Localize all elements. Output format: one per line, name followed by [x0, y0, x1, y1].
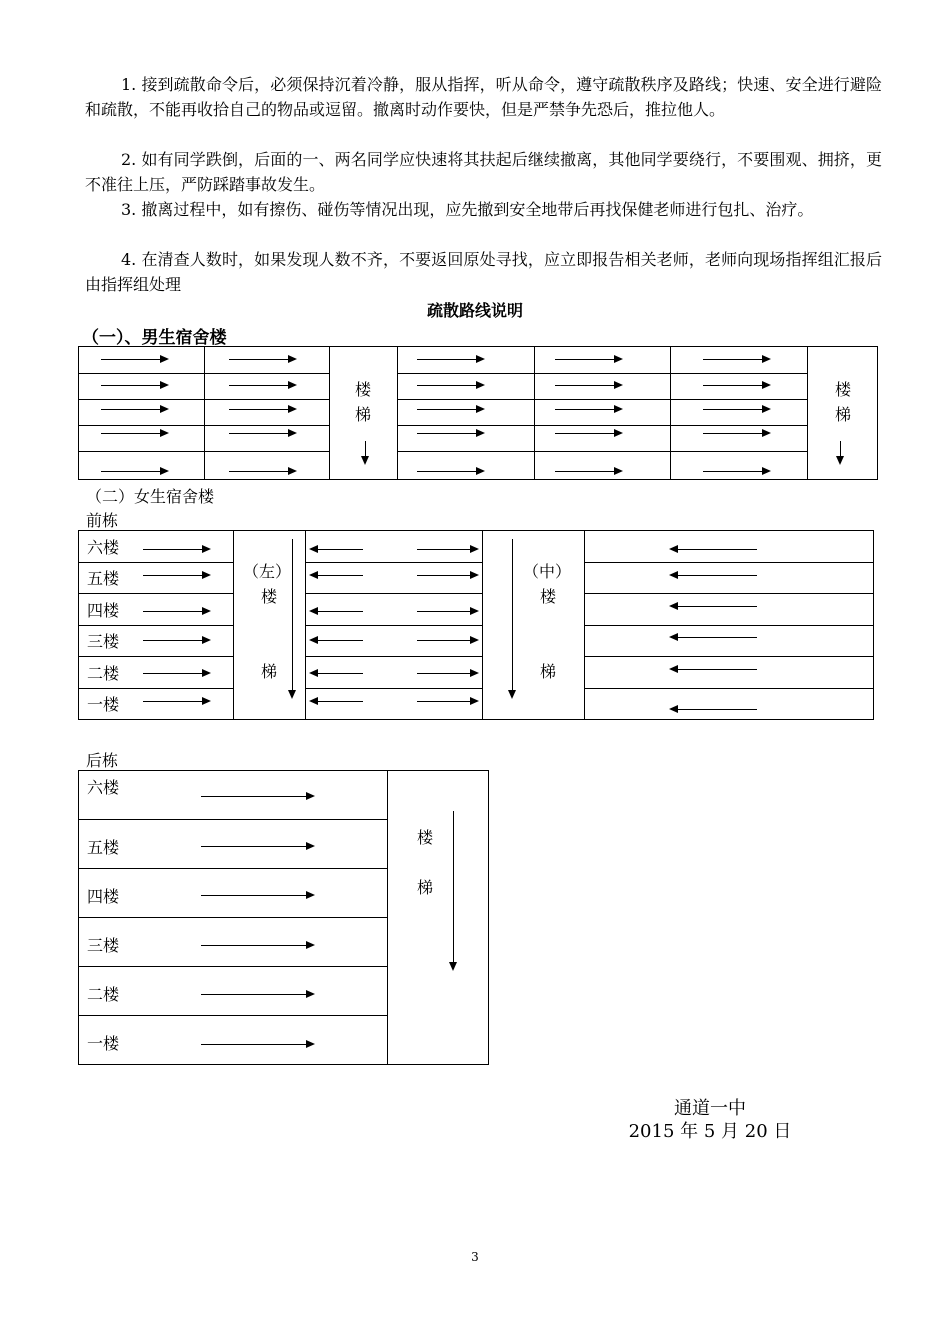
instruction-paragraph-1: 1. 接到疏散命令后，必须保持沉着冷静，服从指挥，听从命令，遵守疏散秩序及路线；快速、安全进行避险和疏散，不能再收拾自己的物品或逗留。撤离时动作要快，但是严禁争先恐后，推拉他人。	[85, 75, 882, 119]
exit-arrow-right	[703, 385, 769, 386]
exit-arrow-right	[229, 385, 295, 386]
exit-arrow-left	[671, 709, 757, 710]
exit-arrow-right	[417, 701, 477, 702]
exit-arrow-right	[201, 994, 313, 995]
exit-arrow-right	[555, 433, 621, 434]
exit-arrow-right	[201, 895, 313, 896]
stair-label: 楼	[540, 587, 557, 606]
stair-label: 梯	[835, 405, 852, 424]
girls-front-diagram	[78, 530, 874, 720]
stair-label: 楼	[835, 380, 852, 399]
stair-label: 楼	[355, 380, 372, 399]
exit-arrow-right	[143, 640, 209, 641]
exit-arrow-right	[703, 471, 769, 472]
exit-arrow-right	[555, 471, 621, 472]
floor-label: 二楼	[87, 985, 120, 1004]
exit-arrow-left	[311, 575, 363, 576]
exit-arrow-right	[143, 673, 209, 674]
down-arrow-icon	[840, 441, 841, 463]
floor-label: 三楼	[87, 632, 120, 651]
stair-label: 梯	[355, 405, 372, 424]
exit-arrow-left	[311, 640, 363, 641]
section-heading-girls: （二）女生宿舍楼	[86, 487, 215, 506]
exit-arrow-left	[311, 673, 363, 674]
instruction-paragraph-3: 3. 撤离过程中，如有擦伤、碰伤等情况出现，应先撤到安全地带后再找保健老师进行包扎、治疗。	[121, 200, 814, 219]
exit-arrow-right	[555, 385, 621, 386]
exit-arrow-right	[417, 385, 483, 386]
exit-arrow-right	[101, 471, 167, 472]
exit-arrow-right	[555, 359, 621, 360]
exit-arrow-right	[417, 433, 483, 434]
front-building-label: 前栋	[86, 511, 119, 530]
page-title: 疏散路线说明	[426, 301, 523, 320]
exit-arrow-right	[101, 359, 167, 360]
stair-label: 楼	[417, 828, 434, 847]
instruction-paragraph-4: 4. 在清查人数时，如果发现人数不齐，不要返回原处寻找，应立即报告相关老师，老师向现场指挥组汇报后由指挥组处理	[85, 250, 882, 294]
boys-dorm-diagram	[78, 346, 878, 480]
girls-back-diagram	[78, 770, 489, 1065]
middle-stair-label: （中）	[523, 562, 572, 581]
exit-arrow-right	[201, 1044, 313, 1045]
exit-arrow-right	[101, 385, 167, 386]
page-number: 3	[471, 1250, 479, 1264]
down-arrow-icon	[453, 811, 454, 969]
stair-label: 梯	[540, 662, 557, 681]
exit-arrow-right	[417, 640, 477, 641]
floor-label: 一楼	[87, 1034, 120, 1053]
floor-label: 四楼	[87, 887, 120, 906]
exit-arrow-left	[311, 611, 363, 612]
floor-label: 六楼	[87, 538, 120, 557]
exit-arrow-right	[201, 945, 313, 946]
back-building-label: 后栋	[86, 751, 119, 770]
exit-arrow-left	[671, 637, 757, 638]
down-arrow-icon	[365, 441, 366, 463]
floor-label: 四楼	[87, 601, 120, 620]
exit-arrow-right	[417, 673, 477, 674]
exit-arrow-left	[311, 549, 363, 550]
exit-arrow-right	[229, 409, 295, 410]
floor-label: 三楼	[87, 936, 120, 955]
exit-arrow-right	[143, 611, 209, 612]
floor-label: 五楼	[87, 569, 120, 588]
exit-arrow-right	[417, 549, 477, 550]
exit-arrow-right	[201, 846, 313, 847]
exit-arrow-right	[417, 611, 477, 612]
exit-arrow-left	[671, 606, 757, 607]
floor-label: 六楼	[87, 778, 120, 797]
section-heading-boys: （一）、男生宿舍楼	[82, 328, 227, 348]
exit-arrow-right	[703, 359, 769, 360]
exit-arrow-right	[101, 409, 167, 410]
exit-arrow-right	[417, 575, 477, 576]
instruction-paragraph-2: 2. 如有同学跌倒，后面的一、两名同学应快速将其扶起后继续撤离，其他同学要绕行，不要围观、拥挤，更不准往上压，严防踩踏事故发生。	[85, 150, 882, 194]
exit-arrow-left	[671, 669, 757, 670]
exit-arrow-right	[703, 433, 769, 434]
down-arrow-icon	[292, 539, 293, 697]
exit-arrow-left	[671, 575, 757, 576]
floor-label: 一楼	[87, 695, 120, 714]
document-date: 2015 年 5 月 20 日	[628, 1121, 792, 1142]
down-arrow-icon	[512, 539, 513, 697]
exit-arrow-right	[703, 409, 769, 410]
exit-arrow-right	[417, 471, 483, 472]
floor-label: 二楼	[87, 664, 120, 683]
exit-arrow-right	[555, 409, 621, 410]
exit-arrow-right	[201, 796, 313, 797]
floor-label: 五楼	[87, 838, 120, 857]
exit-arrow-right	[417, 409, 483, 410]
exit-arrow-left	[671, 549, 757, 550]
exit-arrow-right	[229, 433, 295, 434]
exit-arrow-right	[101, 433, 167, 434]
exit-arrow-left	[311, 701, 363, 702]
left-stair-label: （左）	[243, 562, 292, 581]
exit-arrow-right	[143, 701, 209, 702]
exit-arrow-right	[417, 359, 483, 360]
exit-arrow-right	[229, 359, 295, 360]
school-name: 通道一中	[674, 1098, 746, 1119]
stair-label: 梯	[261, 662, 278, 681]
stair-label: 梯	[417, 878, 434, 897]
exit-arrow-right	[143, 575, 209, 576]
exit-arrow-right	[229, 471, 295, 472]
stair-label: 楼	[261, 587, 278, 606]
exit-arrow-right	[143, 549, 209, 550]
